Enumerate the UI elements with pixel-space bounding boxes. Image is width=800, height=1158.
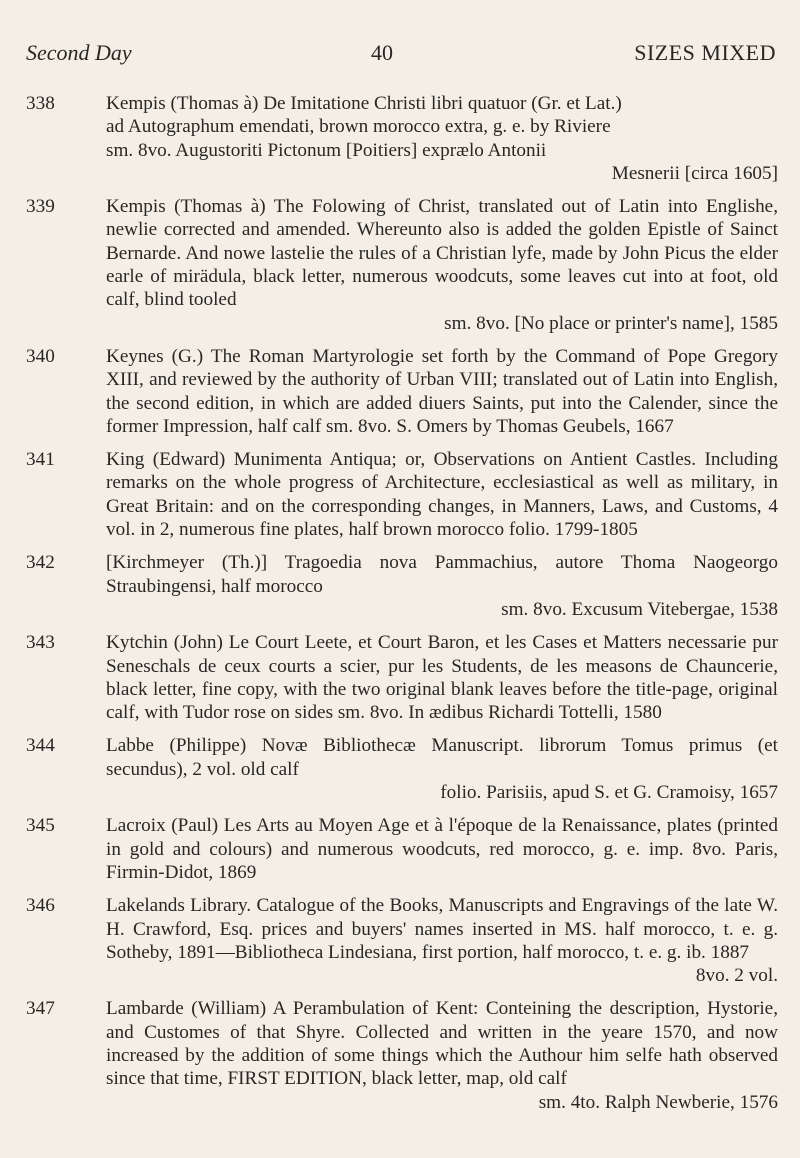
running-head-left: Second Day [26,40,132,65]
description-line: sm. 4to. Ralph Newberie, 1576 [538,1091,778,1113]
lot-description [106,345,778,438]
running-head-right: SIZES MIXED [634,40,776,65]
description-line: Lambarde (William) A Perambulation of Kent: Conteining the description, Hystorie, and Customes of that Shyre. Collected and written in the yeare 1570, and now increased by the addition of some things which the Authour him selfe hath observed since that time, FIRST EDITION, black letter, map, old calf [106,998,778,1090]
description-line: Lacroix (Paul) Les Arts au Moyen Age et à l'époque de la Renaissance, plates (printed in gold and colours) and numerous woodcuts, red morocco, g. e. imp. 8vo. Paris, Firmin-Didot, 1869 [106,815,778,883]
lot-number: 344 [26,735,55,757]
lot-number: 347 [26,998,55,1020]
lot-description [106,894,778,987]
lot-entry [26,448,778,541]
lot-description [106,734,778,804]
description-line: Labbe (Philippe) Novæ Bibliothecæ Manuscript. librorum Tomus primus (et secundus), 2 vol. old calf [106,735,778,780]
lot-description [106,997,778,1113]
description-line: Keynes (G.) The Roman Martyrologie set forth by the Command of Pope Gregory XIII, and reviewed by the authority of Urban VIII; translated out of Latin into English, the second edition, in which are added diuers Saints, put into the Calender, since the former Impression, half calf sm. 8vo. S. Omers by Thomas Geubels, 1667 [106,345,778,437]
lot-number: 343 [26,632,55,654]
description-line: Kempis (Thomas à) The Folowing of Christ, translated out of Latin into Englishe, newlie corrected and amended. Whereunto also is added the golden Epistle of Sainct Bernarde. And nowe lastelie the rules of a Christian lyfe, made by John Picus the elder earle of mirädula, black letter, numerous woodcuts, some leaves cut into at foot, old calf, blind tooled [106,196,778,311]
lot-description [106,551,778,621]
lot-entry [26,997,778,1113]
lot-entry [26,345,778,438]
lot-number: 345 [26,815,55,837]
lot-description [106,448,778,541]
description-line: King (Edward) Munimenta Antiqua; or, Observations on Antient Castles. Including remarks on the whole progress of Architecture, ecclesiastical as well as military, in Great Britain: and on the corresponding changes, in Manners, Laws, and Customs, 4 vol. in 2, numerous fine plates, half brown morocco folio. 1799-1805 [106,449,778,541]
lot-entry [26,631,778,724]
description-line: folio. Parisiis, apud S. et G. Cramoisy, 1657 [440,782,778,804]
lot-number: 346 [26,895,55,917]
lot-description [106,631,778,724]
description-line: Kempis (Thomas à) De Imitatione Christi libri quatuor (Gr. et Lat.) [106,93,622,114]
description-line: [Kirchmeyer (Th.)] Tragoedia nova Pammachius, autore Thoma Naogeorgo Straubingensi, half morocco [106,552,778,597]
lot-entry [26,894,778,987]
description-line: sm. 8vo. Augustoriti Pictonum [Poitiers] exprælo Antonii [106,139,547,161]
description-line: sm. 8vo. Excusum Vitebergae, 1538 [501,598,778,620]
lot-number: 342 [26,552,55,574]
lot-entry [26,734,778,804]
description-line: ad Autographum emendati, brown morocco extra, g. e. by Riviere [106,116,611,138]
lot-description [106,92,778,185]
description-line: Kytchin (John) Le Court Leete, et Court Baron, et les Cases et Matters necessarie pur Seneschals de ceux courts a scier, pur les Students, de les measons de Chauncerie, black letter, fine copy, with the two original blank leaves before the title-page, original calf, with Tudor rose on sides sm. 8vo. In ædibus Richardi Tottelli, 1580 [106,632,778,724]
description-line: 8vo. 2 vol. [695,965,778,987]
lot-number: 339 [26,196,55,218]
lot-number: 341 [26,449,55,471]
description-line: Mesnerii [circa 1605] [611,162,778,184]
description-line: Lakelands Library. Catalogue of the Books, Manuscripts and Engravings of the late W. H. Crawford, Esq. prices and buyers' names inserted in MS. half morocco, t. e. g. Sotheby, 1891—Bibliotheca Lindesiana, first portion, half morocco, t. e. g. ib. 1887 [106,895,778,963]
lot-entry [26,195,778,335]
page-header [26,40,776,72]
lot-description [106,195,778,335]
lot-list [26,92,778,1124]
description-line: sm. 8vo. [No place or printer's name], 1585 [444,312,778,334]
lot-description [106,814,778,884]
lot-number: 338 [26,93,55,114]
lot-entry [26,814,778,884]
lot-entry [26,92,778,185]
page-number: 40 [371,40,393,65]
lot-number: 340 [26,345,55,367]
lot-entry [26,551,778,621]
